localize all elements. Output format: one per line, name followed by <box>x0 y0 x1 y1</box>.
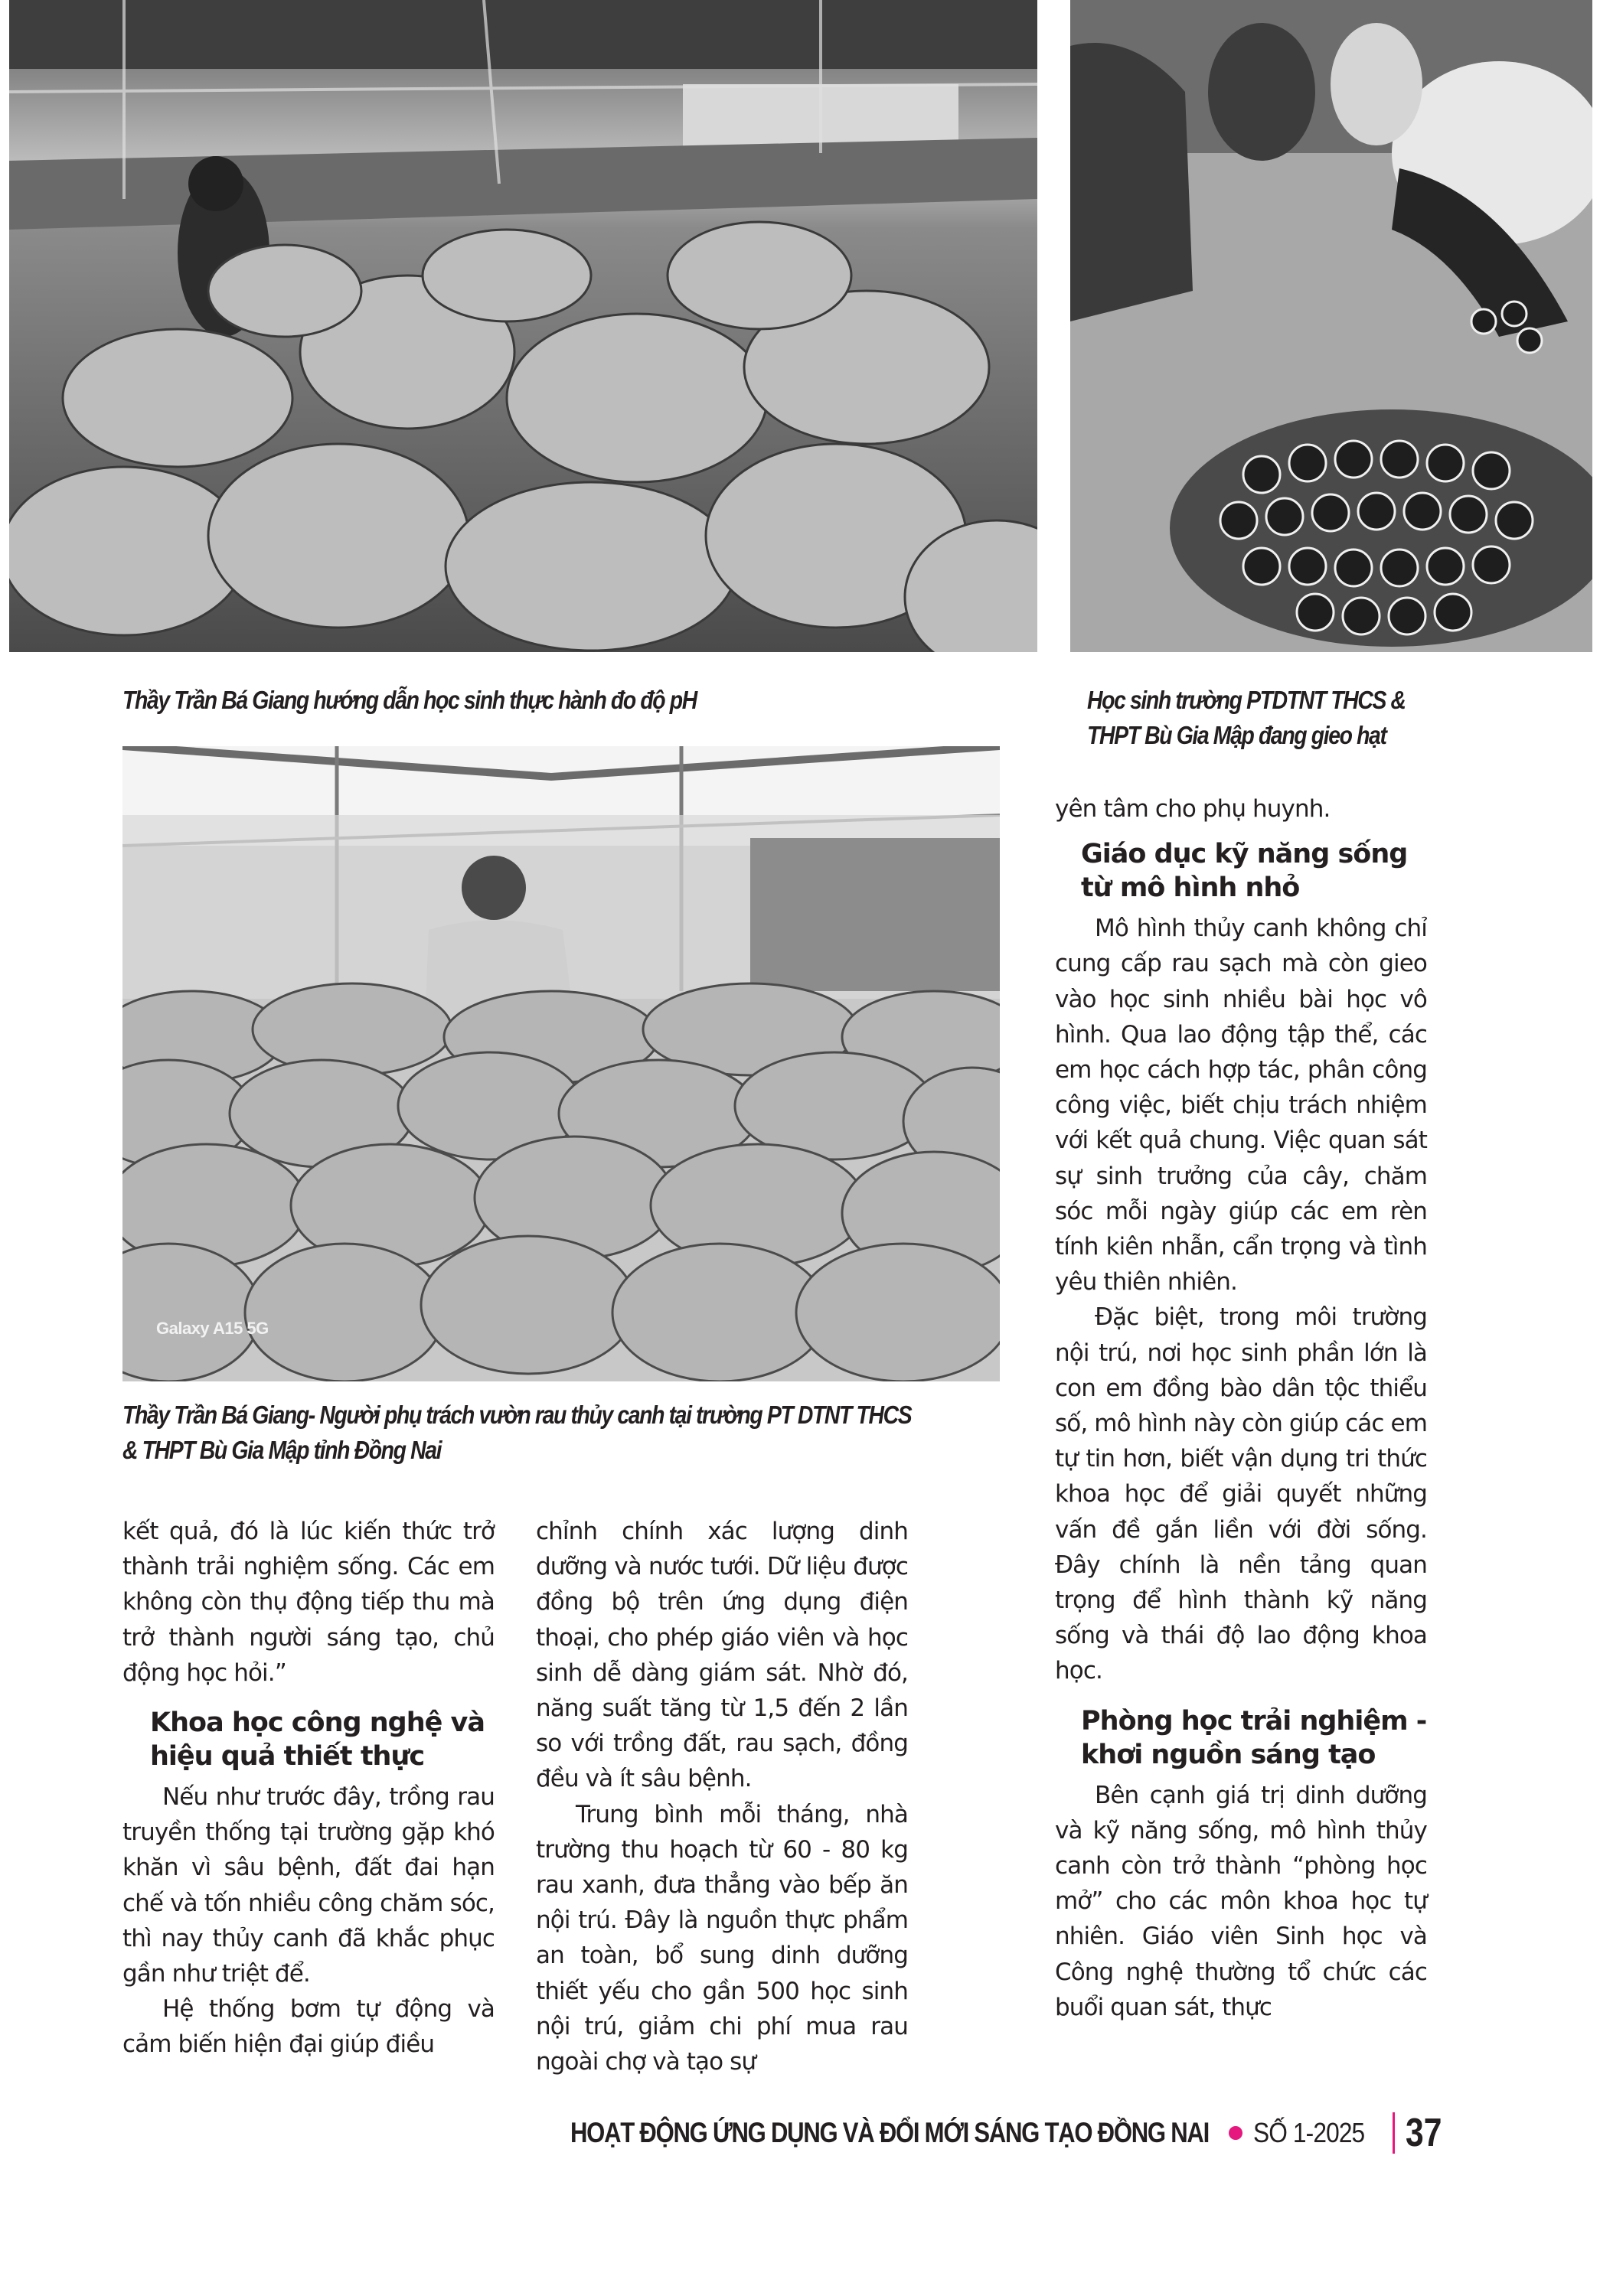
photo-caption-teacher-line-1: Thầy Trần Bá Giang- Người phụ trách vườn rau thủy canh tại trường PT DTNT THCS <box>122 1401 912 1429</box>
paragraph: Trung bình mỗi tháng, nhà trường thu hoạch từ 60 - 80 kg rau xanh, đưa thẳng vào bếp ăn nội trú. Đây là nguồn thực phẩm an toàn, bổ sung dinh dưỡng thiết yếu cho gần 500 học sinh nội trú, giảm chi phí mua rau ngoài chợ và tạo sự <box>536 1800 908 2076</box>
paragraph: Nếu như trước đây, trồng rau truyền thống tại trường gặp khó khăn vì sâu bệnh, đất đai hạn chế và tốn nhiều công chăm sóc, thì nay thủy canh đã khắc phục gần như triệt để. <box>122 1783 495 1988</box>
photo-caption-seeding-line-2: THPT Bù Gia Mập đang gieo hạt <box>1087 721 1386 749</box>
paragraph: chỉnh chính xác lượng dinh dưỡng và nước tưới. Dữ liệu được đồng bộ trên ứng dụng điện thoại, cho phép giáo viên và học sinh dễ dàng giám sát. Nhờ đó, năng suất tăng từ 1,5 đến 2 lần so với trồng đất, rau sạch, đồng đều và ít sâu bệnh. <box>536 1518 908 1793</box>
bullet-dot-icon <box>1229 2126 1242 2140</box>
footer-divider <box>1393 2112 1395 2154</box>
paragraph: Mô hình thủy canh không chỉ cung cấp rau sạch mà còn gieo vào học sinh nhiều bài học vô hình. Qua lao động tập thể, các em học cách hợp tác, phân công công việc, biết chịu trách nhiệm với kết quả chung. Việc quan sát sự sinh trưởng của cây, chăm sóc mỗi ngày giúp các em rèn tính kiên nhẫn, cẩn trọng và tình yêu thiên nhiên. <box>1055 915 1427 1296</box>
paragraph: Bên cạnh giá trị dinh dưỡng và kỹ năng sống, mô hình thủy canh còn trở thành “phòng học mở” cho các môn khoa học tự nhiên. Giáo viên Sinh học và Công nghệ thường tổ chức các buổi quan sát, thực <box>1055 1781 1427 2021</box>
magazine-title: HOẠT ĐỘNG ỨNG DỤNG VÀ ĐỔI MỚI SÁNG TẠO ĐỒNG NAI <box>570 2117 1209 2148</box>
section-heading-experience-room: Phòng học trải nghiệm - khơi nguồn sáng tạo <box>1081 1705 1427 1770</box>
paragraph: kết quả, đó là lúc kiến thức trở thành trải nghiệm sống. Các em không còn thụ động tiếp thu mà trở thành người sáng tạo, chủ động học hỏi.” <box>122 1518 495 1687</box>
photo-caption-teacher <box>122 1397 911 1468</box>
photo-greenhouse-students <box>9 0 1037 652</box>
photo-teacher-in-garden-image <box>122 746 1000 1381</box>
issue-number: SỐ 1-2025 <box>1253 2117 1365 2148</box>
photo-caption-seeding-line-1: Học sinh trường PTDTNT THCS & <box>1087 686 1406 714</box>
photo-teacher-in-garden <box>122 746 1000 1381</box>
photo-caption-teacher-line-2: & THPT Bù Gia Mập tỉnh Đồng Nai <box>122 1436 442 1464</box>
paragraph: yên tâm cho phụ huynh. <box>1055 795 1331 823</box>
camera-watermark: Galaxy A15 5G <box>156 1319 269 1338</box>
photo-caption-seeding <box>1087 683 1406 753</box>
section-heading-science-technology: Khoa học công nghệ và hiệu quả thiết thực <box>150 1707 485 1773</box>
paragraph: Đặc biệt, trong môi trường nội trú, nơi học sinh phần lớn là con em đồng bào dân tộc thiểu số, mô hình này còn giúp các em tự tin hơn, biết vận dụng tri thức khoa học để giải quyết những vấn đề gắn liền với đời sống. Đây chính là nền tảng quan trọng để hình thành kỹ năng sống và thái độ lao động khoa học. <box>1055 1303 1427 1685</box>
photo-students-seeding <box>1070 0 1592 652</box>
article-column-2 <box>536 1514 908 2079</box>
section-heading-life-skills: Giáo dục kỹ năng sống từ mô hình nhỏ <box>1081 839 1408 904</box>
photo-caption-greenhouse: Thầy Trần Bá Giang hướng dẫn học sinh thực hành đo độ pH <box>122 686 697 714</box>
page-number: 37 <box>1406 2111 1442 2155</box>
paragraph: Hệ thống bơm tự động và cảm biến hiện đại giúp điều <box>122 1995 495 2059</box>
article-column-3 <box>1055 791 1427 2025</box>
photo-greenhouse-students-image <box>9 0 1037 652</box>
page-footer <box>570 2106 1450 2160</box>
article-column-1 <box>122 1514 495 2063</box>
photo-students-seeding-image <box>1070 0 1592 652</box>
